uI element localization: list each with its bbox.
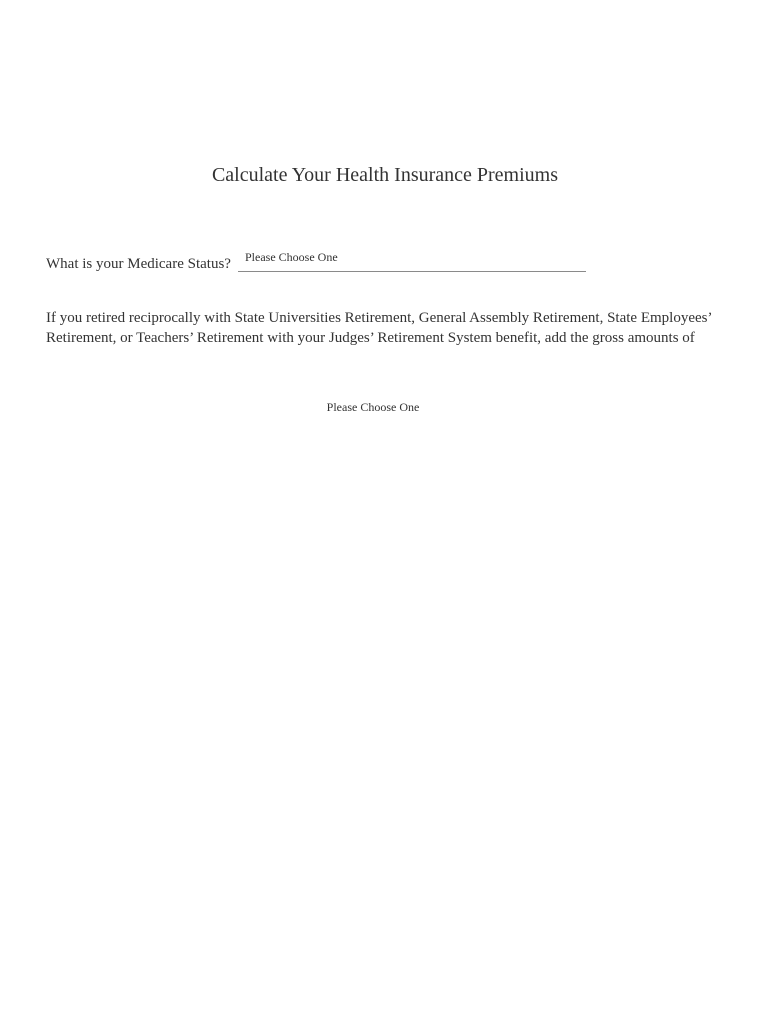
medicare-status-dropdown[interactable]	[238, 247, 586, 272]
medicare-status-selected-value: Please Choose One	[245, 250, 338, 264]
reciprocal-retirement-instructions	[46, 309, 736, 348]
reciprocal-instructions-line-1: If you retired reciprocally with State Universities Retirement, General Assembly Retirement, State Employees’	[46, 310, 713, 326]
page-title: Calculate Your Health Insurance Premiums	[211, 164, 559, 186]
reciprocal-instructions-line-2: Retirement, or Teachers’ Retirement with your Judges’ Retirement System benefit, add the gross amounts of	[46, 329, 695, 346]
medicare-status-label: What is your Medicare Status?	[46, 256, 231, 272]
reciprocal-retirement-selected-value: Please Choose One	[326, 400, 420, 414]
reciprocal-retirement-dropdown[interactable]	[300, 397, 446, 417]
